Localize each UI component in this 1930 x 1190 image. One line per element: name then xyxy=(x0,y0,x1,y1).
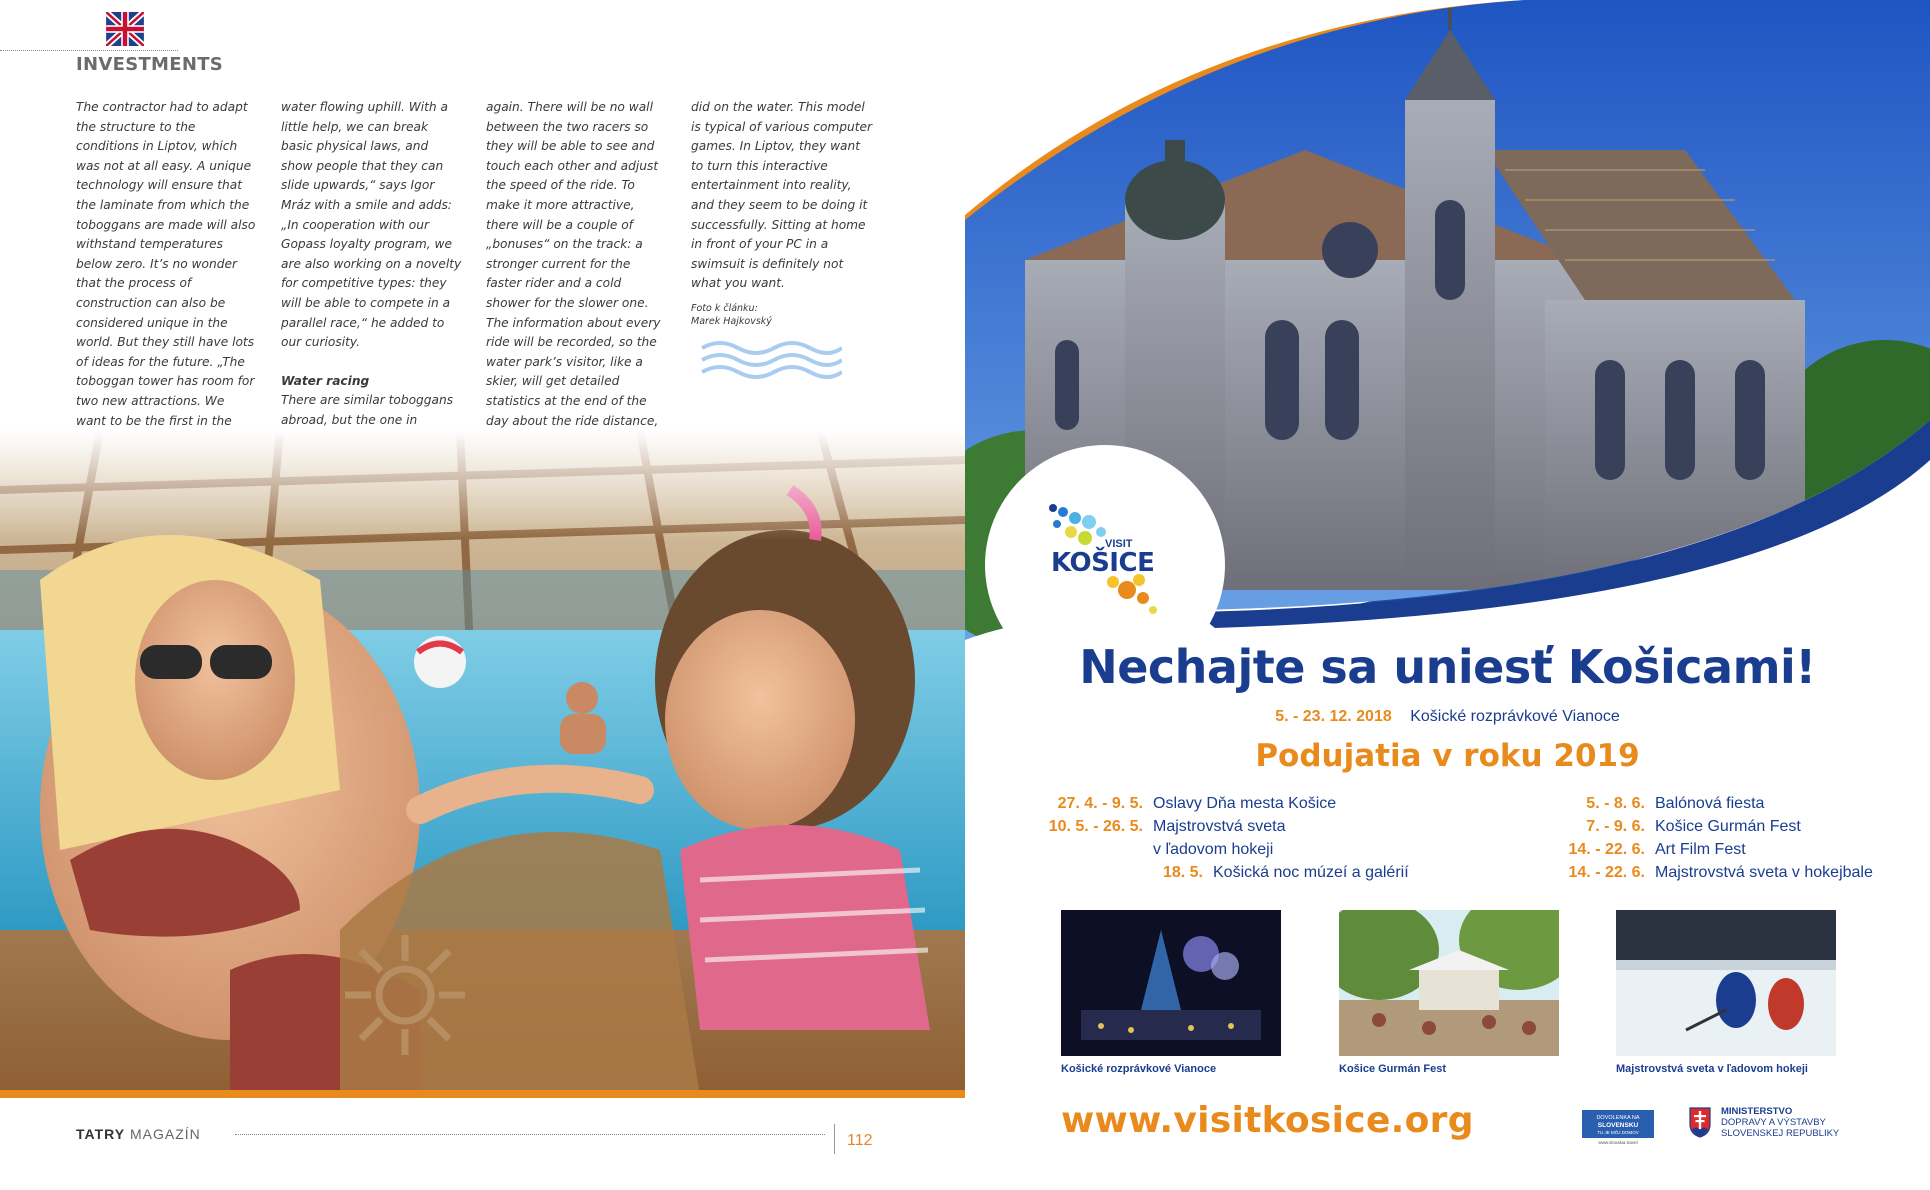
website-url[interactable]: www.visitkosice.org xyxy=(1061,1100,1474,1141)
article-column-2 xyxy=(281,98,463,450)
events-list-left xyxy=(985,792,1525,884)
ministry-line-1: MINISTERSTVO xyxy=(1721,1106,1793,1117)
logo-kosice-text: KOŠICE xyxy=(1051,548,1155,578)
tourism-line-2: SLOVENSKU xyxy=(1597,1122,1639,1129)
thumbnail-caption: Košice Gurmán Fest xyxy=(1339,1063,1446,1075)
section-label: INVESTMENTS xyxy=(76,54,224,75)
event-date: 5. - 8. 6. xyxy=(1586,795,1645,812)
christmas-event-photo xyxy=(1061,910,1281,1056)
intro-event-date: 5. - 23. 12. 2018 xyxy=(1275,708,1392,725)
article-columns xyxy=(76,98,876,438)
event-date: 14. - 22. 6. xyxy=(1568,841,1645,858)
event-name: Košická noc múzeí a galérií xyxy=(1213,864,1409,881)
article-column-3 xyxy=(486,98,668,470)
tourism-line-1: DOVOLENKA NA xyxy=(1596,1115,1640,1121)
event-date: 10. 5. - 26. 5. xyxy=(1048,818,1143,835)
visit-kosice-logo xyxy=(1043,498,1168,623)
article-subheading: Water racing xyxy=(281,373,370,388)
event-name: Košice Gurmán Fest xyxy=(1655,818,1801,835)
events-list-right xyxy=(1525,792,1925,884)
event-date: 7. - 9. 6. xyxy=(1586,818,1645,835)
event-item xyxy=(1525,792,1925,815)
uk-flag-icon xyxy=(106,12,144,46)
article-column-1 xyxy=(76,98,258,470)
event-name: Oslavy Dňa mesta Košice xyxy=(1153,795,1337,812)
event-name xyxy=(1153,815,1285,861)
brand-light: MAGAZÍN xyxy=(129,1126,201,1142)
events-title: Podujatia v roku 2019 xyxy=(1255,738,1640,774)
event-date: 14. - 22. 6. xyxy=(1568,864,1645,881)
header-rule xyxy=(0,50,178,51)
photo-credit-name: Marek Hajkovský xyxy=(691,315,772,327)
intro-event-name: Košické rozprávkové Vianoce xyxy=(1410,708,1620,725)
event-name: Majstrovstvá sveta v hokejbale xyxy=(1655,864,1873,881)
footer-separator xyxy=(834,1124,835,1154)
ministry-line-2: DOPRAVY A VÝSTAVBY xyxy=(1721,1117,1826,1128)
photo-credit-label: Foto k článku: xyxy=(691,302,758,314)
article-paragraph: water flowing uphill. With a little help, we can break basic physical laws, and show people that they can slide upwards,“ says Igor Mráz with a smile and adds: „In cooperation with our Gopass loyalty program, we are also working on a novelty for competitive types: they will be able to compete in a parallel race,“ he added to our curiosity. xyxy=(281,100,462,350)
magazine-brand xyxy=(76,1126,201,1142)
event-item xyxy=(985,815,1525,861)
page-number: 112 xyxy=(847,1132,873,1149)
logo-visit-text: VISIT xyxy=(1105,538,1133,550)
event-name: Art Film Fest xyxy=(1655,841,1746,858)
event-date: 27. 4. - 9. 5. xyxy=(1057,795,1143,812)
wave-decoration-icon xyxy=(700,338,842,380)
thumbnail-caption: Majstrovstvá sveta v ľadovom hokeji xyxy=(1616,1063,1808,1075)
ice-hockey-photo xyxy=(1616,910,1836,1056)
event-date: 18. 5. xyxy=(1162,864,1203,881)
gurman-fest-photo xyxy=(1339,910,1559,1056)
slovak-coat-of-arms-icon xyxy=(1688,1106,1712,1138)
right-page xyxy=(965,0,1930,1190)
article-paragraph: The contractor had to adapt the structure to the conditions in Liptov, which was not at all easy. A unique technology will ensure that the laminate from which the toboggans are made will also withstand temperatures below zero. It’s no wonder that the process of construction can also be considered unique in the world. But they still have lots of ideas for the future. „The toboggan tower has room for two new attractions. We want to be the first in the xyxy=(76,100,256,428)
ministry-logo-text xyxy=(1721,1106,1839,1139)
event-item xyxy=(1525,815,1925,838)
article-paragraph: again. There will be no wall between the two racers so they will be able to see and touch each other and adjust the speed of the ride. To make it more attractive, there will be a couple of „bonuses“ on the track: a stronger current for the faster rider and a cold shower for the slower one. The information about every ride will be recorded, so the water park’s visitor, like a skier, will get detailed statistics at the end of the day about the ride distance, xyxy=(486,100,661,428)
event-name-line: v ľadovom hokeji xyxy=(1153,841,1274,858)
photo-fade xyxy=(0,430,965,540)
slovakia-travel-logo xyxy=(1582,1108,1654,1146)
ministry-line-3: SLOVENSKEJ REPUBLIKY xyxy=(1721,1128,1840,1139)
article-paragraph: did on the water. This model is typical of various computer games. In Liptov, they want to turn this interactive entertainment into reality, and they seem to be doing it successfully. Sitting at home in front of your PC in a swimsuit is definitely not what you want. xyxy=(691,100,873,291)
event-item xyxy=(1525,861,1925,884)
event-item xyxy=(1525,838,1925,861)
brand-bold: TATRY xyxy=(76,1126,126,1142)
event-item xyxy=(985,792,1525,815)
event-item xyxy=(985,861,1525,884)
article-paragraph: There are similar toboggans abroad, but the one in xyxy=(281,393,454,427)
event-name-line: Majstrovstvá sveta xyxy=(1153,818,1286,835)
tourism-url: www.slovakia.travel xyxy=(1598,1140,1638,1145)
tourism-line-3: TU JE MÔJ DOMOV xyxy=(1597,1130,1639,1135)
article-column-4 xyxy=(691,98,873,328)
photo-credit xyxy=(691,302,873,328)
intro-event xyxy=(965,708,1930,726)
event-name: Balónová fiesta xyxy=(1655,795,1765,812)
headline: Nechajte sa uniesť Košicami! xyxy=(1079,640,1816,694)
footer-rule xyxy=(235,1134,825,1135)
thumbnail-caption: Košické rozprávkové Vianoce xyxy=(1061,1063,1217,1075)
orange-band xyxy=(0,1090,965,1098)
